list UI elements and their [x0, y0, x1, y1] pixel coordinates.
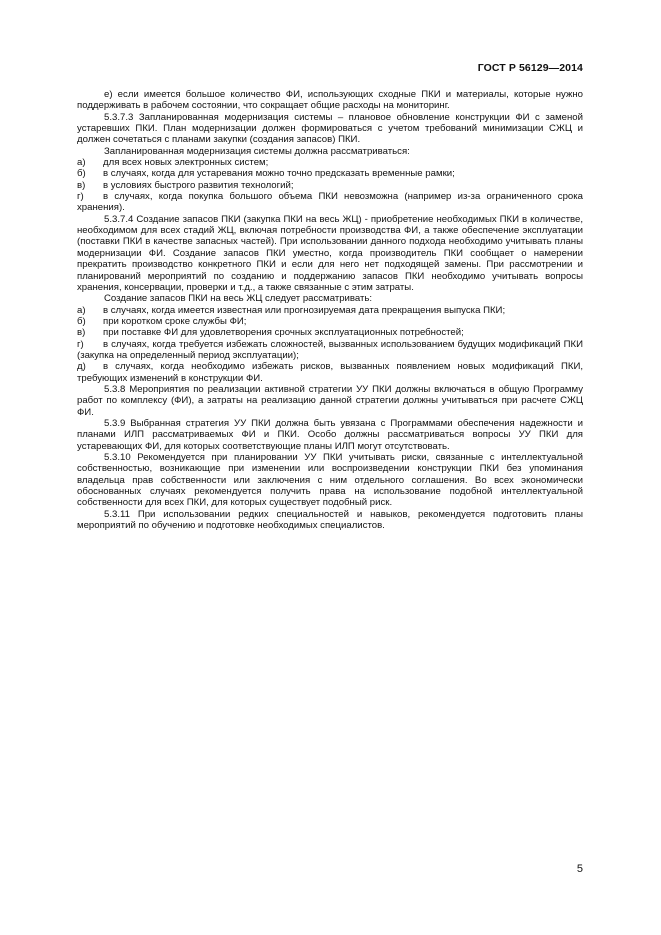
- list-marker: г): [77, 338, 84, 350]
- paragraph: 5.3.9 Выбранная стратегия УУ ПКИ должна быть увязана с Программами обеспечения надежности и планами ИЛП рассматриваемых ФИ и ПКИ. Особо должны рассматриваться вопросы УУ ПКИ для устаревающих ФИ, для которых соответствующие планы ИЛП могут отсутствовать.: [77, 417, 583, 452]
- list-item: [77, 316, 583, 327]
- list-marker: а): [77, 304, 86, 316]
- list-item-text: в случаях, когда покупка большого объема ПКИ невозможна (например из-за ограниченного срока хранения).: [77, 191, 583, 214]
- list-marker: д): [77, 361, 86, 373]
- paragraph: 5.3.10 Рекомендуется при планировании УУ ПКИ учитывать риски, связанные с интеллектуальной собственностью, возникающие при изменении или воспроизведении конструкции ПКИ без упоминания владельца прав собственности или заключения с ним отдельного соглашения. Во всех экономически обоснованных случаях рекомендуется получить права на использование подобной интеллектуальной собственности для всех ПКИ, для которых существует подобный риск.: [77, 452, 583, 509]
- standard-header: ГОСТ Р 56129—2014: [477, 62, 583, 74]
- list-item-text: для всех новых электронных систем;: [103, 157, 269, 169]
- list-item-text: при поставке ФИ для удовлетворения срочных эксплуатационных потребностей;: [103, 327, 464, 339]
- list-item: [77, 180, 583, 191]
- list-item-text: в случаях, когда требуется избежать сложностей, вызванных использованием будущих модификаций ПКИ (закупка на определенный период эксплуатации);: [77, 338, 583, 361]
- paragraph: е) если имеется большое количество ФИ, использующих сходные ПКИ и материалы, которые нужно поддерживать в рабочем состоянии, что сокращает общие расходы на мониторинг.: [77, 89, 583, 112]
- list-item: [77, 168, 583, 179]
- paragraph: 5.3.7.4 Создание запасов ПКИ (закупка ПКИ на весь ЖЦ) - приобретение необходимых ПКИ в количестве, необходимом для всех стадий ЖЦ, включая потребности производства ФИ, а также обеспечение эксплуатации (поставки ПКИ в качестве запасных частей). При использовании данного подхода необходимо учитывать планы модернизации ФИ. Создание запасов ПКИ уместно, когда производитель ПКИ сообщает о намерении прекратить производство конкретного ПКИ и если для него нет подходящей замены. При рассмотрении и планирований мероприятий по созданию и поддержанию запасов ПКИ необходимо учитывать вопросы хранения, консервации, проверки и т.д., а также связанные с этим затраты.: [77, 213, 583, 293]
- list-item-text: в случаях, когда для устаревания можно точно предсказать временные рамки;: [103, 168, 455, 180]
- list-item: [77, 327, 583, 338]
- list-marker: б): [77, 168, 86, 180]
- list-item-text: в случаях, когда необходимо избежать рисков, вызванных появлением новых модификаций ПКИ, требующих изменений в конструкции ФИ.: [77, 361, 583, 384]
- list-marker: а): [77, 157, 86, 169]
- list-item-text: в условиях быстрого развития технологий;: [103, 179, 294, 191]
- list-item-text: в случаях, когда имеется известная или прогнозируемая дата прекращения выпуска ПКИ;: [103, 304, 506, 316]
- list-item-text: при коротком сроке службы ФИ;: [103, 315, 247, 327]
- paragraph: 5.3.7.3 Запланированная модернизация системы – плановое обновление конструкции ФИ с заменой устаревших ПКИ. План модернизации должен формироваться с учетом требований минимизации СЖЦ и должен сочетаться с планами закупки (создания запасов) ПКИ.: [77, 111, 583, 146]
- body-text: [77, 89, 583, 531]
- list-marker: г): [77, 191, 84, 203]
- paragraph: Запланированная модернизация системы должна рассматриваться:: [104, 145, 410, 157]
- list-marker: б): [77, 315, 86, 327]
- list-item: [77, 157, 583, 168]
- list-item: [77, 191, 583, 214]
- list-item: [77, 305, 583, 316]
- paragraph: Создание запасов ПКИ на весь ЖЦ следует рассматривать:: [104, 293, 373, 305]
- list-item: [77, 339, 583, 362]
- list-marker: в): [77, 327, 86, 339]
- paragraph: 5.3.8 Мероприятия по реализации активной стратегии УУ ПКИ должны включаться в общую Программу работ по комплексу (ФИ), а затраты на реализацию данной стратегии должны учитываться при расчете СЖЦ ФИ.: [77, 383, 583, 418]
- page-number: 5: [576, 863, 583, 875]
- list-item: [77, 361, 583, 384]
- paragraph: 5.3.11 При использовании редких специальностей и навыков, рекомендуется подготовить планы мероприятий по обучению и подготовке необходимых специалистов.: [77, 508, 583, 532]
- list-marker: в): [77, 179, 86, 191]
